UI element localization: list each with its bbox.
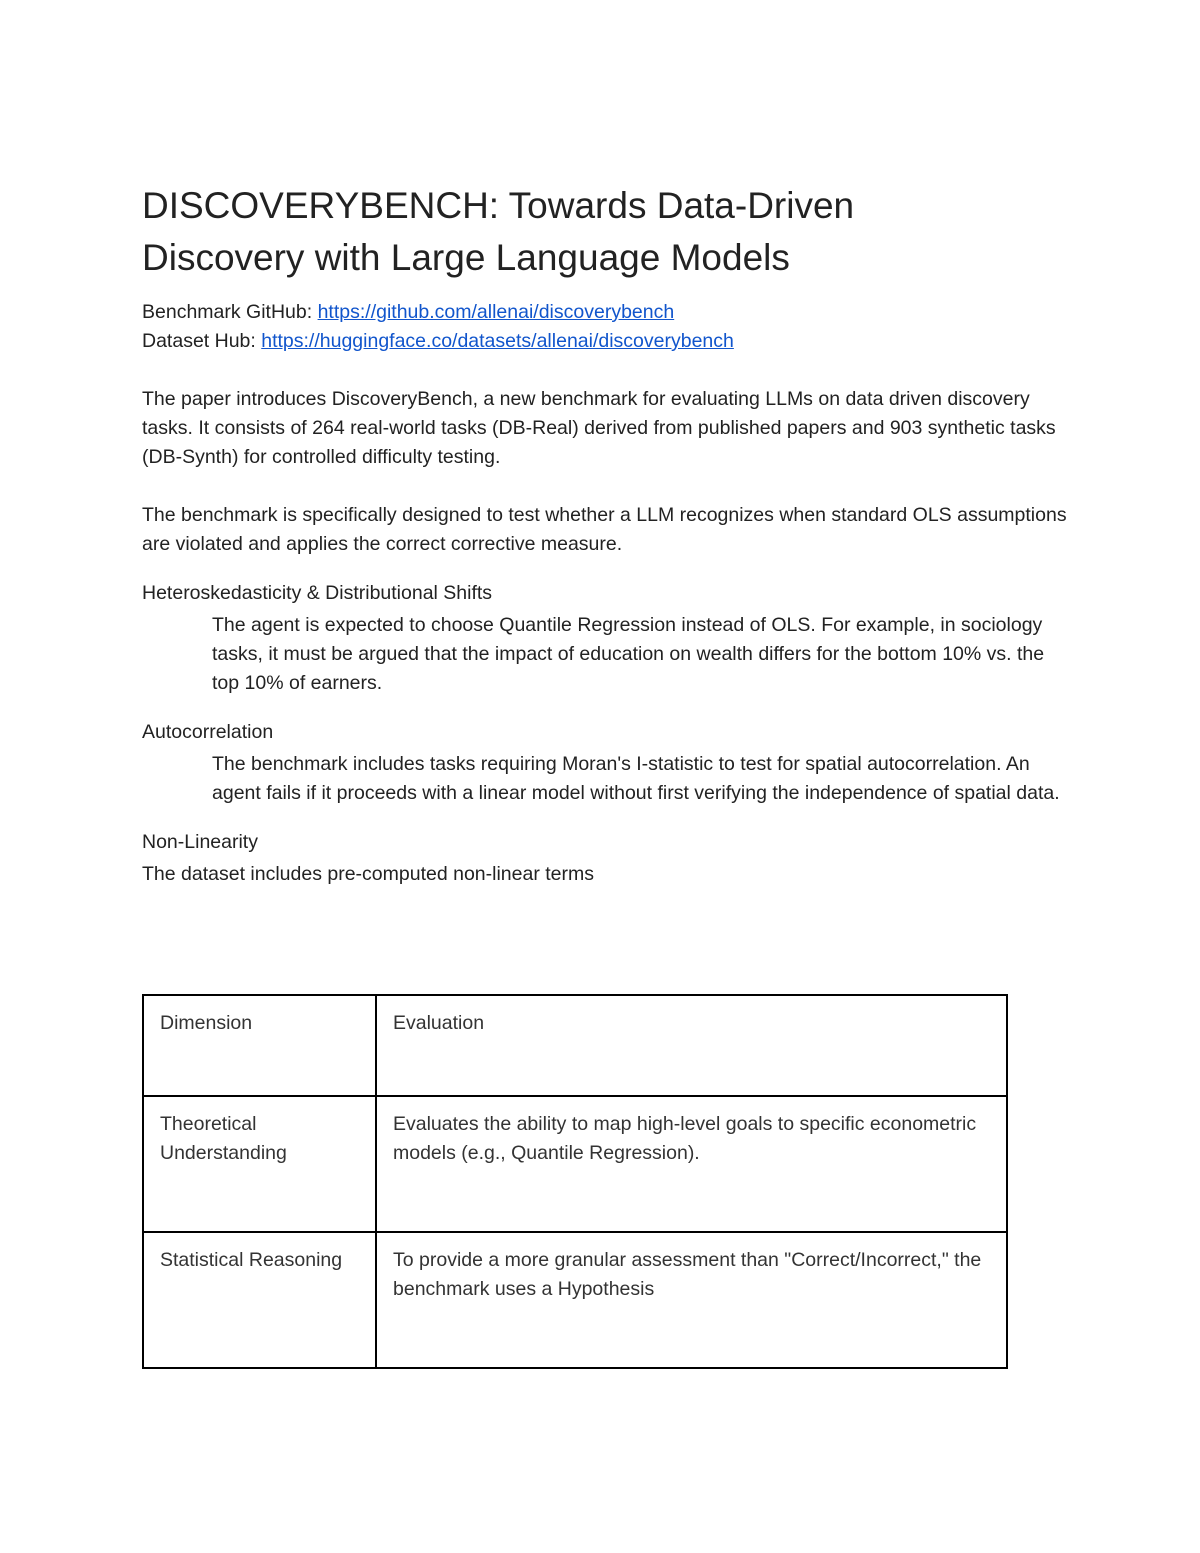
links-block (142, 298, 1072, 356)
table-row (143, 1232, 1007, 1368)
cell-dimension: Theoretical Understanding (143, 1096, 376, 1232)
title-line-2: Discovery with Large Language Models (142, 237, 790, 278)
evaluation-table (142, 994, 1008, 1369)
github-line (142, 298, 1072, 327)
section-heading-heteroskedasticity: Heteroskedasticity & Distributional Shifts (142, 582, 493, 604)
cell-dimension: Statistical Reasoning (143, 1232, 376, 1368)
section-body-heteroskedasticity: The agent is expected to choose Quantile Regression instead of OLS. For example, in sociology tasks, it must be argued that the impact of education on wealth differs for the bottom 10% vs. the top 10% of earners. (212, 614, 1045, 694)
table-row (143, 1096, 1007, 1232)
title-line-1: DISCOVERYBENCH: Towards Data-Driven (142, 185, 855, 226)
document-title (142, 180, 1072, 284)
section-heading-non-linearity: Non-Linearity (142, 831, 258, 853)
intro-paragraph: The paper introduces DiscoveryBench, a new benchmark for evaluating LLMs on data driven discovery tasks. It consists of 264 real-world tasks (DB-Real) derived from published papers and 903 synthetic tasks (DB-Synth) for controlled difficulty testing. (142, 388, 1056, 468)
dataset-link[interactable]: https://huggingface.co/datasets/allenai/discoverybench (261, 330, 734, 352)
section-body-autocorrelation: The benchmark includes tasks requiring Moran's I-statistic to test for spatial autocorrelation. An agent fails if it proceeds with a linear model without first verifying the independence of spatial data. (212, 753, 1060, 804)
github-label: Benchmark GitHub: (142, 301, 318, 323)
cell-evaluation: To provide a more granular assessment than "Correct/Incorrect," the benchmark uses a Hypothesis (376, 1232, 1007, 1368)
dataset-line (142, 327, 1072, 356)
github-link[interactable]: https://github.com/allenai/discoverybench (317, 301, 675, 323)
cell-evaluation: Evaluates the ability to map high-level goals to specific econometric models (e.g., Quantile Regression). (376, 1096, 1007, 1232)
header-dimension: Dimension (143, 995, 376, 1096)
design-paragraph: The benchmark is specifically designed to test whether a LLM recognizes when standard OLS assumptions are violated and applies the correct corrective measure. (142, 504, 1067, 555)
document-body (142, 180, 1072, 889)
table-header-row (143, 995, 1007, 1096)
section-heading-autocorrelation: Autocorrelation (142, 721, 274, 743)
dataset-label: Dataset Hub: (142, 330, 262, 352)
header-evaluation: Evaluation (376, 995, 1007, 1096)
section-body-non-linearity: The dataset includes pre-computed non-linear terms (142, 863, 594, 885)
